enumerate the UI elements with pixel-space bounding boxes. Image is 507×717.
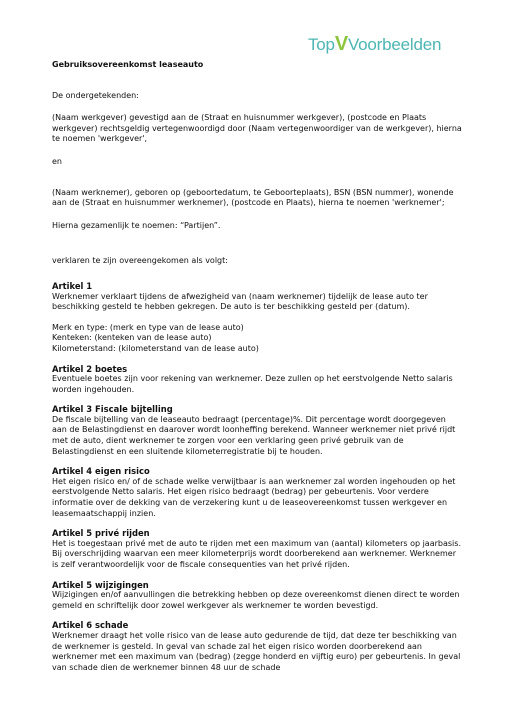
article-text: Werknemer verklaart tijdens de afwezigheid van (naam werknemer) tijdelijk de lease auto ter beschikking gesteld te hebben gekregen. De auto is ter beschikking gesteld per (datum).	[52, 291, 428, 312]
article-1	[52, 281, 462, 355]
vehicle-km: Kilometerstand: (kilometerstand van de lease auto)	[52, 343, 259, 353]
article-5-wijzigingen	[52, 580, 462, 612]
article-2	[52, 364, 462, 396]
article-heading: Artikel 5 privé rijden	[52, 528, 150, 539]
article-text: Werknemer draagt het volle risico van de lease auto gedurende de tijd, dat deze ter beschikking van de werknemer is gesteld. In geval van schade zal het eigen risico worden doorberekend aan werknemer met een maximum van (bedrag) (zegge honderd en vijftig euro) per gebeurtenis. In geval van schade dien de werknemer binnen 48 uur de schade	[52, 630, 461, 672]
article-text: Wijzigingen en/of aanvullingen die betrekking hebben op deze overeenkomst dienen direct te worden gemeld en schriftelijk door zowel werkgever als werknemer te worden bevestigd.	[52, 590, 460, 610]
article-heading: Artikel 2 boetes	[52, 363, 128, 374]
logo-check-icon: V	[334, 33, 348, 55]
declare-paragraph: verklaren te zijn overeengekomen als volgt:	[52, 256, 228, 266]
article-3	[52, 404, 462, 457]
article-heading: Artikel 3 Fiscale bijtelling	[52, 404, 173, 415]
article-heading: Artikel 6 schade	[52, 620, 129, 631]
article-6	[52, 620, 462, 673]
document-body	[52, 60, 462, 682]
article-text: Het eigen risico en/ of de schade welke verwijtbaar is aan werknemer zal worden ingehouden op het eerstvolgende Netto salaris. Het eigen risico bedraagt (bedrag) per gebeurtenis. Voor verdere informatie over de dekking van de verzekering kunt u de leaseovereenkomst tussen werkgever en leasemaatschappij inzien.	[52, 476, 456, 518]
article-5	[52, 528, 462, 570]
and-text: en	[52, 156, 62, 166]
article-heading: Artikel 5 wijzigingen	[52, 579, 149, 590]
employee-paragraph: (Naam werknemer), geboren op (geboortedatum, te Geboorteplaats), BSN (BSN nummer), wonende aan de (Straat en huisnummer werknemer), (postcode en Plaats), hierna te noemen 'werknemer';	[52, 187, 454, 208]
article-heading: Artikel 4 eigen risico	[52, 466, 150, 477]
topvoorbeelden-logo	[308, 33, 441, 56]
vehicle-brand: Merk en type: (merk en type van de lease auto)	[52, 322, 244, 332]
employer-paragraph: (Naam werkgever) gevestigd aan de (Straat en huisnummer werkgever), (postcode en Plaats werkgever) rechtsgeldig vertegenwoordigd door (Naam vertegenwoordiger van de werkgever), hierna te noemen 'werkgever',	[52, 113, 462, 144]
article-text: Het is toegestaan privé met de auto te rijden met een maximum van (aantal) kilometers op jaarbasis. Bij overschrijding waarvan een meer kilometerprijs wordt doorberekend aan werknemer. Werknemer is zelf verantwoordelijk voor de fiscale consequenties van het privé rijden.	[52, 538, 461, 569]
parties-paragraph: Hierna gezamenlijk te noemen: “Partijen”.	[52, 220, 221, 230]
logo-text-top: Top	[308, 35, 335, 54]
document-title: Gebruiksovereenkomst leaseauto	[52, 60, 204, 69]
article-heading: Artikel 1	[52, 280, 93, 291]
vehicle-plate: Kenteken: (kenteken van de lease auto)	[52, 333, 212, 343]
article-4	[52, 466, 462, 519]
article-text: Eventuele boetes zijn voor rekening van werknemer. Deze zullen op het eerstvolgende Netto salaris worden ingehouden.	[52, 374, 453, 394]
article-text: De fiscale bijtelling van de leaseauto bedraagt (percentage)%. Dit percentage wordt doorgegeven aan de Belastingdienst en daarover wordt loonheffing berekend. Wanneer werknemer niet privé rijdt met de auto, dient werknemer te zorgen voor een verklaring geen privé gebruik van de Belastingdienst en een sluitende kilometerregistratie bij te houden.	[52, 414, 456, 456]
intro-text: De ondergetekenden:	[52, 90, 139, 100]
logo-text-voorbeelden: Voorbeelden	[347, 35, 442, 54]
